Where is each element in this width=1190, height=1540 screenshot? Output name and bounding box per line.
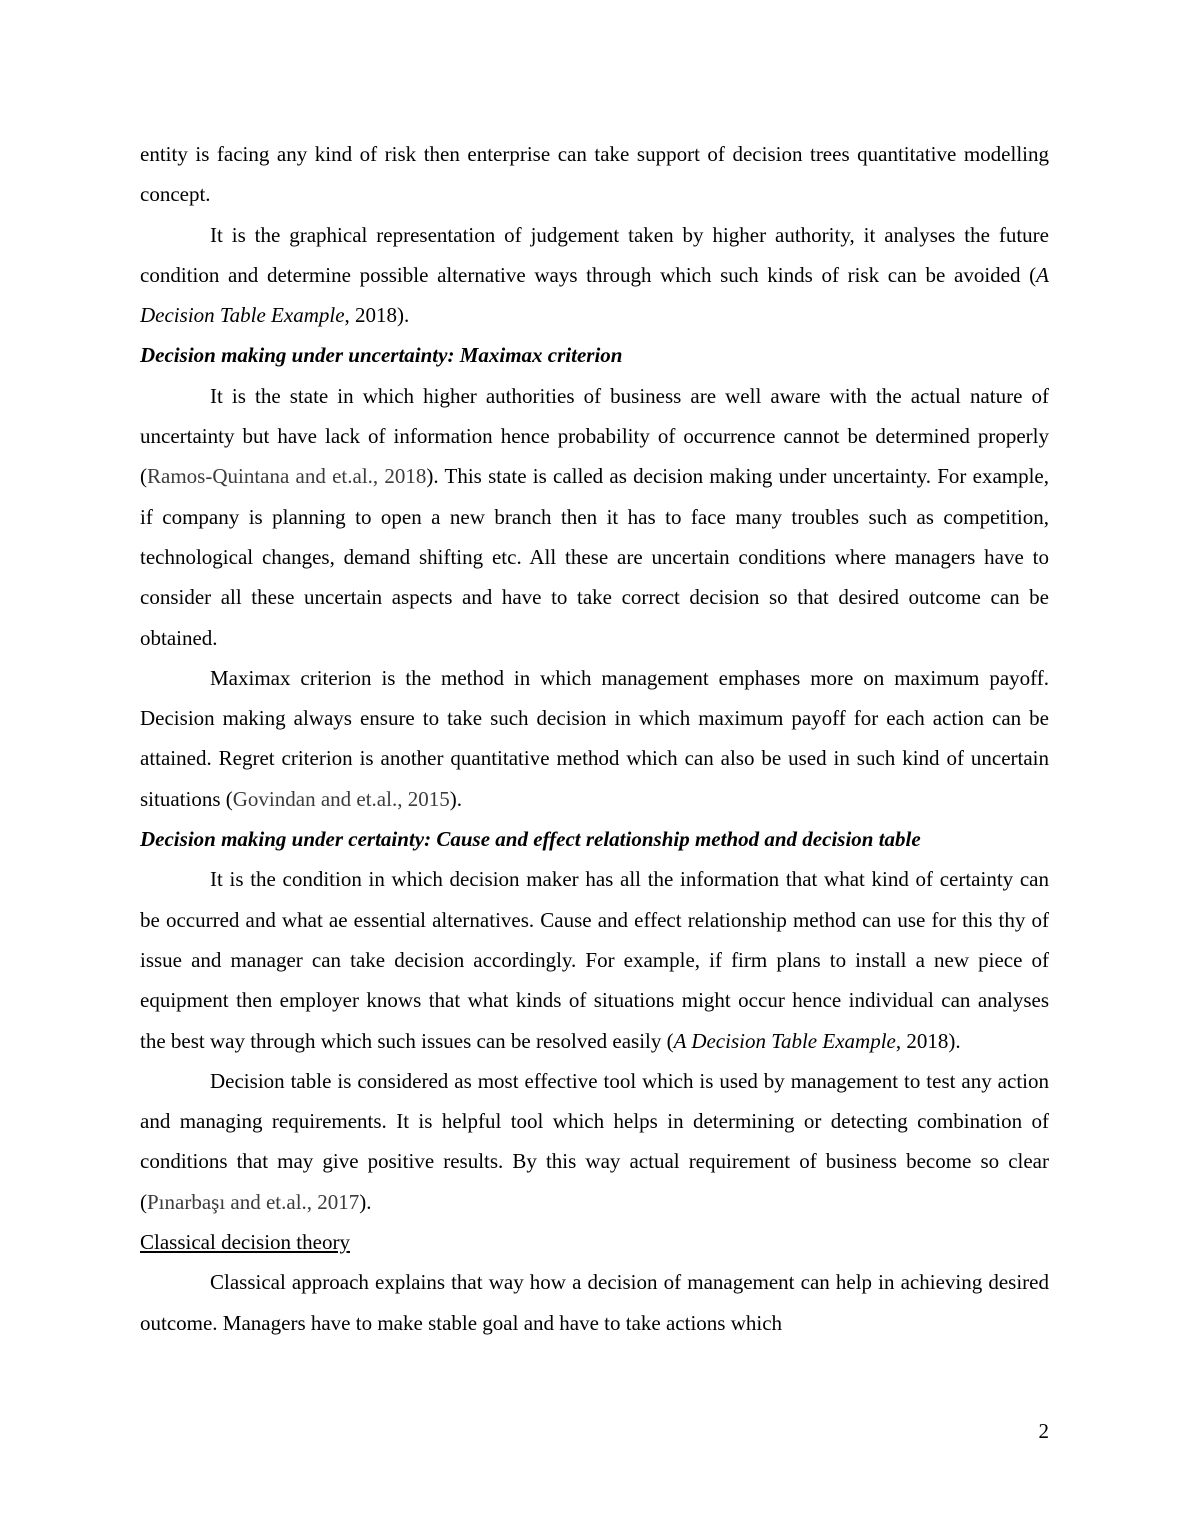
paragraph-text: Decision table is considered as most effective tool which is used by management to test any action and managing requirements. It is helpful tool which helps in determining or detecting combination of conditions that may give positive results. By this way actual requirement of business become so clear ( (140, 1068, 1049, 1214)
subheading-classical-theory (140, 1222, 1049, 1262)
paragraph-text: Maximax criterion is the method in which management emphases more on maximum payoff. Decision making always ensure to take such decision in which maximum payoff for each action can be attained. Regret criterion is another quantitative method which can also be used in such kind of uncertain situations ( (140, 665, 1049, 811)
paragraph-uncertainty-state (140, 376, 1049, 658)
subheading-text: Classical decision theory (140, 1230, 350, 1255)
paragraph-text: It is the graphical representation of judgement taken by higher authority, it analyses the future condition and determine possible alternative ways through which such kinds of risk can be avoided ( (140, 222, 1049, 287)
heading-uncertainty: Decision making under uncertainty: Maximax criterion (140, 343, 623, 368)
paragraph-classical-approach: Classical approach explains that way how a decision of management can help in achieving desired outcome. Managers have to make stable goal and have to take actions which (140, 1270, 1049, 1335)
paragraph-maximax (140, 658, 1049, 819)
paragraph-decision-table (140, 1061, 1049, 1222)
page-body (140, 134, 1049, 1343)
citation: Ramos-Quintana and et.al., 2018 (147, 464, 427, 489)
paragraph-text: , 2018). (895, 1028, 961, 1053)
paragraph-text: ). (359, 1189, 372, 1214)
paragraph-continuation: entity is facing any kind of risk then enterprise can take support of decision trees quantitative modelling concept. (140, 142, 1049, 207)
paragraph-text: It is the condition in which decision maker has all the information that what kind of certainty can be occurred and what ae essential alternatives. Cause and effect relationship method can use for this thy of issue and manager can take decision accordingly. For example, if firm plans to install a new piece of equipment then employer knows that what kinds of situations might occur hence individual can analyses the best way through which such issues can be resolved easily ( (140, 867, 1049, 1053)
citation: Govindan and et.al., 2015 (232, 786, 450, 811)
heading-certainty: Decision making under certainty: Cause and effect relationship method and decision table (140, 827, 921, 852)
paragraph-decision-tree (140, 215, 1049, 336)
paragraph-certainty-condition (140, 859, 1049, 1060)
page-number: 2 (1038, 1419, 1049, 1443)
paragraph-text: It is the state in which higher authorities of business are well aware with the actual nature of uncertainty but have lack of information hence probability of occurrence cannot be determined properly ( (140, 383, 1049, 489)
paragraph-text: , 2018). (344, 303, 410, 328)
citation: Pınarbaşı and et.al., 2017 (147, 1189, 360, 1214)
citation-title: A Decision Table Example (673, 1028, 896, 1053)
paragraph-text: ). This state is called as decision making under uncertainty. For example, if company is planning to open a new branch then it has to face many troubles such as competition, technological changes, demand shifting etc. All these are uncertain conditions where managers have to consider all these uncertain aspects and have to take correct decision so that desired outcome can be obtained. (140, 464, 1050, 650)
paragraph-text: ). (449, 786, 462, 811)
citation-title: A Decision Table Example (140, 262, 1049, 328)
